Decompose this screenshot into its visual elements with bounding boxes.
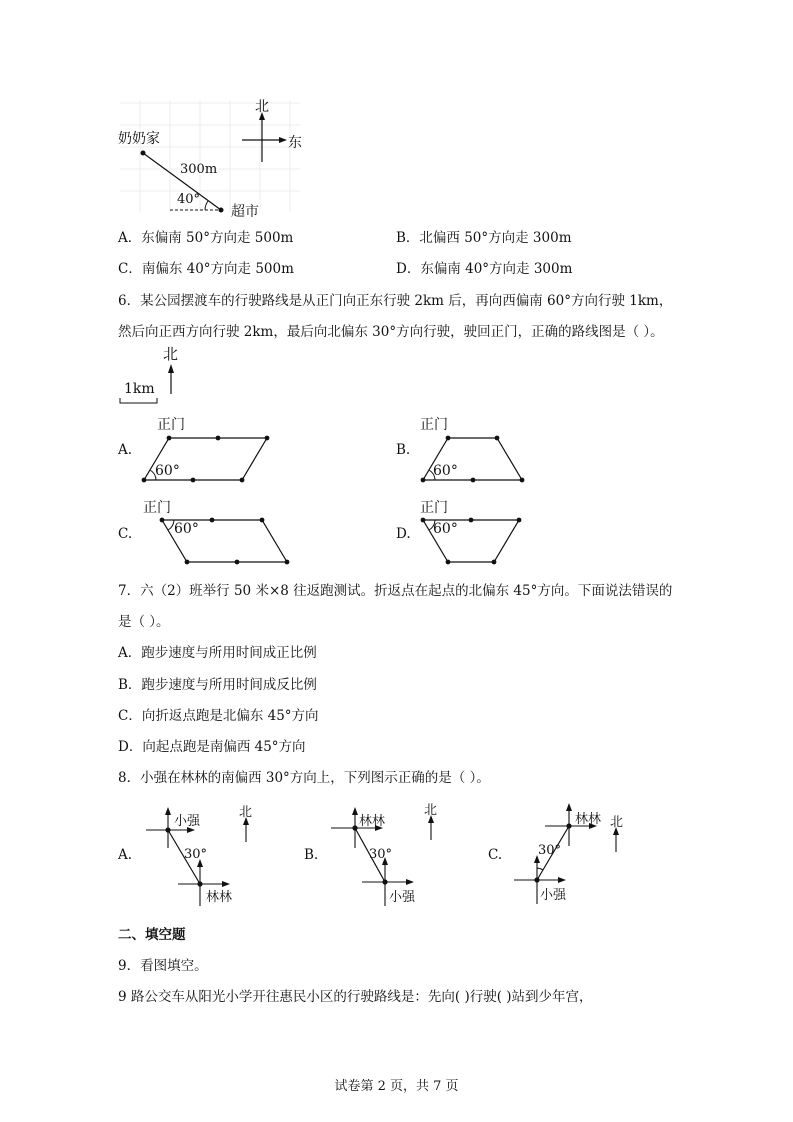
q6-stem-line1: 6．某公园摆渡车的行驶路线是从正门向正东行驶 2km 后，再向西偏南 60°方向行驶 1km， bbox=[118, 293, 673, 309]
q5-north-label: 北 bbox=[255, 99, 269, 115]
q8-c-angle-label: 30° bbox=[538, 843, 562, 858]
q8-b-top-label: 林林 bbox=[359, 814, 386, 829]
q8-b-bottom-east-arrow-icon bbox=[406, 879, 414, 885]
q8-b-angle-label: 30° bbox=[369, 847, 393, 862]
q5-option-b: B．北偏西 50°方向走 300m bbox=[396, 230, 572, 246]
q5-grandma-label: 奶奶家 bbox=[118, 131, 160, 147]
q5-distance-label: 300m bbox=[180, 162, 218, 177]
q8-a-north-label: 北 bbox=[239, 805, 253, 820]
q8-option-c-letter: C. bbox=[488, 847, 503, 863]
q8-c-point bbox=[534, 877, 539, 882]
q8-c-top-arrow-icon bbox=[566, 803, 572, 811]
q8-a-top-arrow-icon bbox=[165, 807, 171, 815]
q8-b-point bbox=[352, 825, 357, 830]
section-title: 二、填空题 bbox=[118, 927, 186, 943]
q7-stem-line2: 是（ ）。 bbox=[118, 614, 170, 630]
q8-c-point bbox=[566, 823, 571, 828]
q9-stem: 9．看图填空。 bbox=[118, 958, 208, 974]
q5-option-c: C．南偏东 40°方向走 500m bbox=[118, 261, 294, 277]
q6-option-d-letter: D. bbox=[396, 526, 411, 542]
q7-option-a: A．跑步速度与所用时间成正比例 bbox=[118, 645, 317, 661]
q8-c-angle-arc bbox=[537, 868, 543, 870]
q8-a-top-label: 小强 bbox=[174, 814, 201, 829]
q7-option-d: D．向起点跑是南偏西 45°方向 bbox=[118, 739, 306, 755]
q6-option-a-angle: 60° bbox=[155, 463, 180, 479]
q8-stem: 8．小强在林林的南偏西 30°方向上，下列图示正确的是（ ）。 bbox=[118, 770, 490, 786]
q9-line: 9 路公交车从阳光小学开往惠民小区的行驶路线是：先向( )行驶( )站到少年宫， bbox=[118, 989, 593, 1005]
q6-option-b-angle: 60° bbox=[433, 463, 458, 479]
q8-b-point bbox=[382, 879, 387, 884]
q6-option-d-gate: 正门 bbox=[420, 500, 448, 516]
q8-c-bottom-label: 小强 bbox=[540, 888, 567, 903]
q6-option-a-gate: 正门 bbox=[157, 417, 185, 433]
q5-angle-label: 40° bbox=[177, 192, 201, 207]
q7-option-c: C．向折返点跑是北偏东 45°方向 bbox=[118, 708, 319, 724]
q6-stem-line2: 然后向正西方向行驶 2km，最后向北偏东 30°方向行驶，驶回正门，正确的路线图是（ ）。 bbox=[118, 324, 664, 340]
q6-north-label: 北 bbox=[163, 345, 179, 363]
q5-option-d: D．东偏南 40°方向走 300m bbox=[396, 261, 573, 277]
q5-market-label: 超市 bbox=[231, 204, 259, 220]
q8-b-top-arrow-icon bbox=[352, 807, 358, 815]
q6-option-c-letter: C. bbox=[118, 526, 133, 542]
q8-c-bottom-east-arrow-icon bbox=[558, 877, 566, 883]
q6-option-d-angle: 60° bbox=[433, 521, 458, 537]
q8-a-angle-label: 30° bbox=[184, 847, 208, 862]
q8-c-north-label: 北 bbox=[610, 815, 624, 830]
q6-option-c-angle: 60° bbox=[174, 521, 199, 537]
q8-option-b-letter: B. bbox=[304, 847, 319, 863]
q8-b-bottom-label: 小强 bbox=[389, 890, 416, 905]
q6-option-b-letter: B. bbox=[396, 442, 411, 458]
q5-east-label: 东 bbox=[288, 135, 302, 151]
q6-option-c-gate: 正门 bbox=[143, 500, 171, 516]
q6-scale-label: 1km bbox=[124, 381, 155, 397]
q8-diagram-c bbox=[514, 803, 619, 904]
q8-c-top-label: 林林 bbox=[575, 812, 602, 827]
q8-option-a-letter: A. bbox=[118, 847, 133, 863]
q8-a-bottom-label: 林林 bbox=[206, 890, 233, 905]
q5-option-a: A．东偏南 50°方向走 500m bbox=[118, 230, 294, 246]
q7-stem-line1: 7．六（2）班举行 50 米×8 往返跑测试。折返点在起点的北偏东 45°方向。下面说法错误的 bbox=[118, 583, 673, 599]
q6-option-a-letter: A. bbox=[118, 442, 133, 458]
q8-a-point bbox=[197, 881, 202, 886]
q6-option-b-gate: 正门 bbox=[420, 417, 448, 433]
q8-a-point bbox=[165, 827, 170, 832]
q7-option-b: B．跑步速度与所用时间成反比例 bbox=[118, 677, 317, 693]
q8-b-north-label: 北 bbox=[424, 803, 438, 818]
page-footer: 试卷第 2 页，共 7 页 bbox=[334, 1079, 459, 1094]
